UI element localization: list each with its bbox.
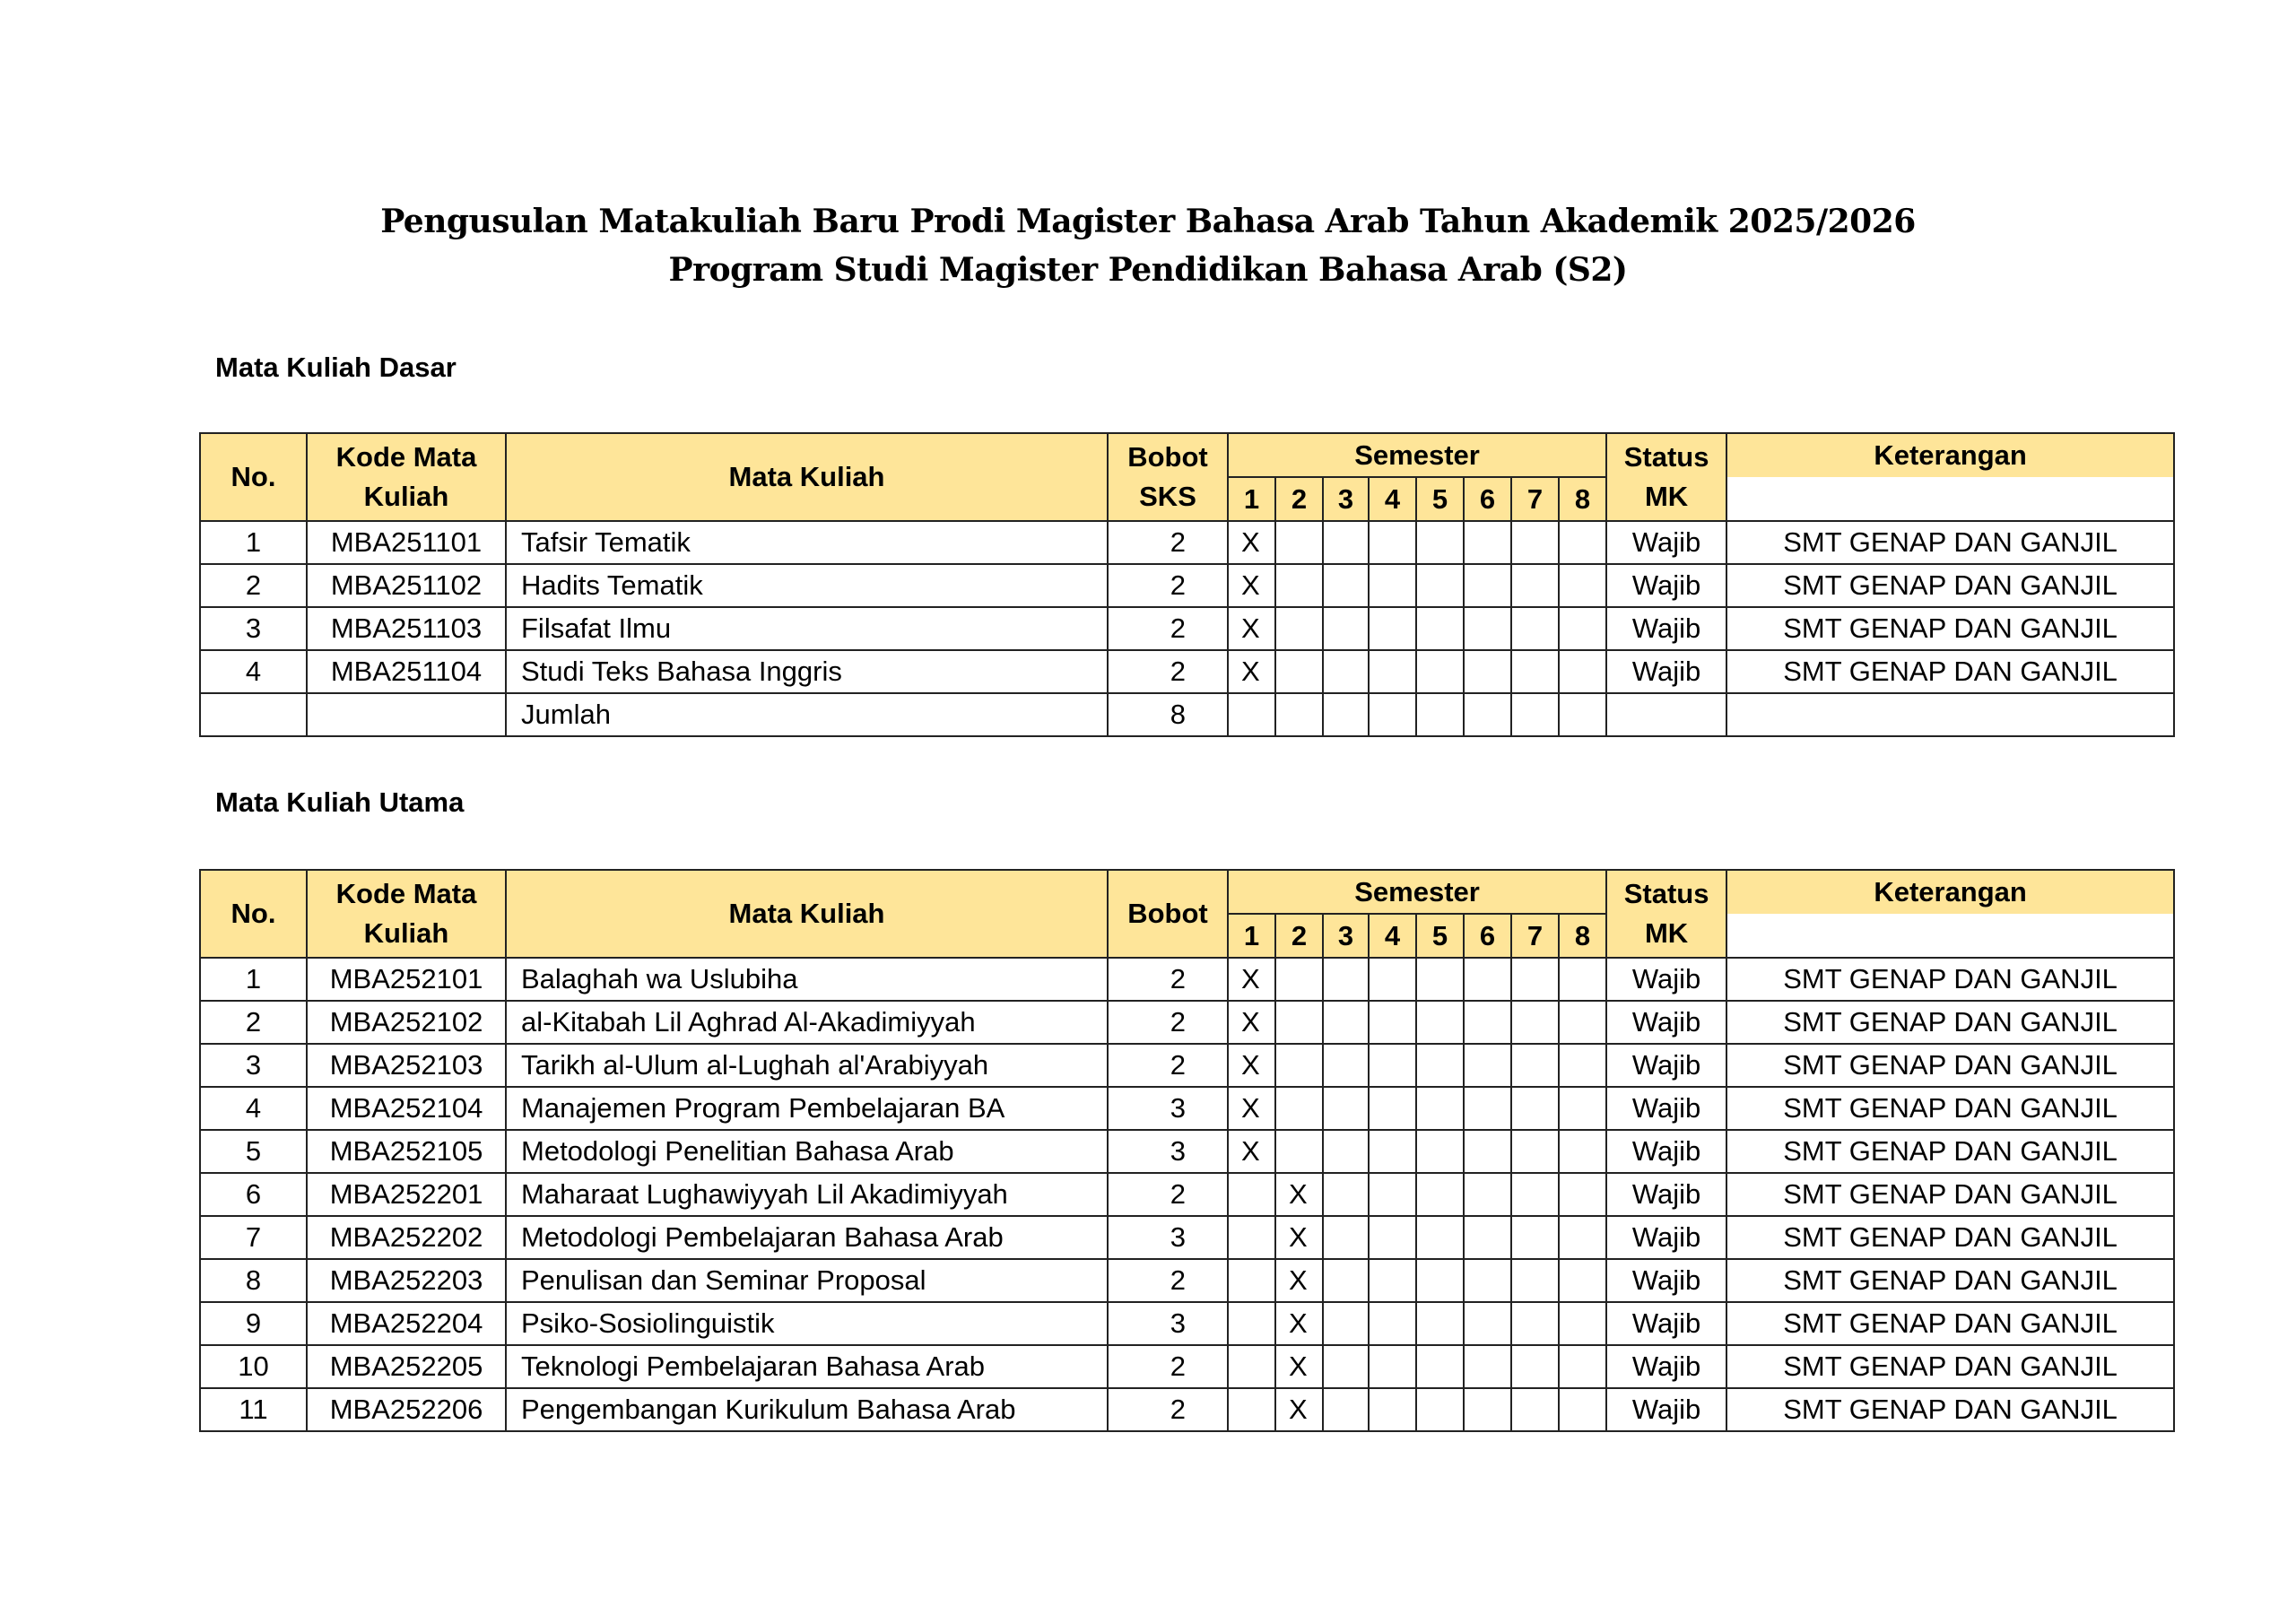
cell-semester-3 bbox=[1323, 1259, 1369, 1302]
cell-kode: MBA252204 bbox=[307, 1302, 506, 1345]
cell-mata-kuliah: Hadits Tematik bbox=[506, 564, 1108, 607]
cell-mata-kuliah: Penulisan dan Seminar Proposal bbox=[506, 1259, 1108, 1302]
header-status-line1: Status bbox=[1623, 878, 1709, 909]
table-row bbox=[200, 564, 2174, 607]
cell-bobot: 2 bbox=[1108, 564, 1228, 607]
cell-bobot: 2 bbox=[1108, 1388, 1228, 1431]
table-row bbox=[200, 1001, 2174, 1044]
cell-semester-2: X bbox=[1275, 1345, 1323, 1388]
cell-no: 4 bbox=[200, 1087, 307, 1130]
cell-semester-6 bbox=[1464, 1044, 1511, 1087]
header-semester-4: 4 bbox=[1369, 914, 1416, 958]
cell-keterangan: SMT GENAP DAN GANJIL bbox=[1726, 1044, 2174, 1087]
cell-semester-8 bbox=[1559, 521, 1606, 564]
cell-semester-empty bbox=[1511, 693, 1559, 736]
header-semester-7: 7 bbox=[1511, 914, 1559, 958]
cell-kode-empty bbox=[307, 693, 506, 736]
cell-semester-4 bbox=[1369, 564, 1416, 607]
cell-semester-8 bbox=[1559, 564, 1606, 607]
cell-status: Wajib bbox=[1606, 521, 1726, 564]
cell-semester-3 bbox=[1323, 958, 1369, 1001]
cell-keterangan: SMT GENAP DAN GANJIL bbox=[1726, 650, 2174, 693]
cell-semester-empty bbox=[1323, 693, 1369, 736]
cell-semester-5 bbox=[1416, 607, 1464, 650]
cell-mata-kuliah: Metodologi Pembelajaran Bahasa Arab bbox=[506, 1216, 1108, 1259]
cell-keterangan: SMT GENAP DAN GANJIL bbox=[1726, 521, 2174, 564]
cell-status: Wajib bbox=[1606, 1130, 1726, 1173]
cell-kode: MBA252102 bbox=[307, 1001, 506, 1044]
table-row bbox=[200, 650, 2174, 693]
cell-semester-4 bbox=[1369, 1259, 1416, 1302]
cell-semester-2 bbox=[1275, 1001, 1323, 1044]
table-row bbox=[200, 1087, 2174, 1130]
header-semester-4: 4 bbox=[1369, 477, 1416, 521]
cell-keterangan: SMT GENAP DAN GANJIL bbox=[1726, 1087, 2174, 1130]
cell-semester-2: X bbox=[1275, 1388, 1323, 1431]
cell-semester-2 bbox=[1275, 607, 1323, 650]
header-status bbox=[1606, 433, 1726, 521]
cell-mata-kuliah: Studi Teks Bahasa Inggris bbox=[506, 650, 1108, 693]
cell-kode: MBA252206 bbox=[307, 1388, 506, 1431]
header-semester-5: 5 bbox=[1416, 477, 1464, 521]
cell-no: 3 bbox=[200, 607, 307, 650]
cell-semester-8 bbox=[1559, 1345, 1606, 1388]
section-title-utama: Mata Kuliah Utama bbox=[215, 786, 465, 818]
cell-semester-3 bbox=[1323, 1044, 1369, 1087]
cell-status: Wajib bbox=[1606, 1302, 1726, 1345]
cell-semester-6 bbox=[1464, 1173, 1511, 1216]
header-semester-3: 3 bbox=[1323, 477, 1369, 521]
cell-bobot: 2 bbox=[1108, 650, 1228, 693]
cell-status: Wajib bbox=[1606, 564, 1726, 607]
cell-semester-4 bbox=[1369, 1388, 1416, 1431]
cell-semester-empty bbox=[1416, 693, 1464, 736]
cell-semester-3 bbox=[1323, 1130, 1369, 1173]
cell-kode: MBA251103 bbox=[307, 607, 506, 650]
table-row-total bbox=[200, 693, 2174, 736]
cell-kode: MBA252202 bbox=[307, 1216, 506, 1259]
cell-kode: MBA252101 bbox=[307, 958, 506, 1001]
cell-semester-7 bbox=[1511, 1173, 1559, 1216]
header-keterangan-blank bbox=[1726, 477, 2174, 521]
cell-kode: MBA251104 bbox=[307, 650, 506, 693]
header-status-line2: MK bbox=[1644, 917, 1689, 949]
cell-semester-5 bbox=[1416, 958, 1464, 1001]
cell-mata-kuliah: al-Kitabah Lil Aghrad Al-Akadimiyyah bbox=[506, 1001, 1108, 1044]
cell-semester-7 bbox=[1511, 1044, 1559, 1087]
cell-mata-kuliah: Filsafat Ilmu bbox=[506, 607, 1108, 650]
cell-keterangan: SMT GENAP DAN GANJIL bbox=[1726, 1130, 2174, 1173]
header-semester-1: 1 bbox=[1228, 477, 1275, 521]
table-row bbox=[200, 1345, 2174, 1388]
header-semester: Semester bbox=[1228, 870, 1606, 914]
cell-semester-2 bbox=[1275, 1130, 1323, 1173]
header-semester-7: 7 bbox=[1511, 477, 1559, 521]
header-semester-5: 5 bbox=[1416, 914, 1464, 958]
cell-kode: MBA252104 bbox=[307, 1087, 506, 1130]
cell-semester-1: X bbox=[1228, 650, 1275, 693]
table-row bbox=[200, 1173, 2174, 1216]
cell-kode: MBA252103 bbox=[307, 1044, 506, 1087]
cell-keterangan: SMT GENAP DAN GANJIL bbox=[1726, 1302, 2174, 1345]
cell-semester-8 bbox=[1559, 1130, 1606, 1173]
header-keterangan: Keterangan bbox=[1726, 433, 2174, 477]
cell-no: 7 bbox=[200, 1216, 307, 1259]
cell-semester-8 bbox=[1559, 1302, 1606, 1345]
header-bobot: Bobot bbox=[1108, 870, 1228, 958]
cell-semester-5 bbox=[1416, 1130, 1464, 1173]
cell-keterangan: SMT GENAP DAN GANJIL bbox=[1726, 958, 2174, 1001]
cell-semester-1 bbox=[1228, 1302, 1275, 1345]
cell-semester-1 bbox=[1228, 1259, 1275, 1302]
cell-mata-kuliah: Pengembangan Kurikulum Bahasa Arab bbox=[506, 1388, 1108, 1431]
header-status-line2: MK bbox=[1644, 481, 1689, 512]
table-body-dasar bbox=[200, 521, 2174, 736]
cell-semester-2: X bbox=[1275, 1259, 1323, 1302]
header-no: No. bbox=[200, 433, 307, 521]
cell-no: 11 bbox=[200, 1388, 307, 1431]
cell-semester-3 bbox=[1323, 1345, 1369, 1388]
cell-semester-6 bbox=[1464, 564, 1511, 607]
header-no: No. bbox=[200, 870, 307, 958]
cell-semester-5 bbox=[1416, 1001, 1464, 1044]
cell-semester-6 bbox=[1464, 1087, 1511, 1130]
cell-semester-1 bbox=[1228, 1345, 1275, 1388]
header-mata-kuliah: Mata Kuliah bbox=[506, 870, 1108, 958]
cell-semester-5 bbox=[1416, 521, 1464, 564]
cell-semester-7 bbox=[1511, 1087, 1559, 1130]
cell-mata-kuliah: Balaghah wa Uslubiha bbox=[506, 958, 1108, 1001]
cell-semester-7 bbox=[1511, 650, 1559, 693]
table-mata-kuliah-dasar bbox=[199, 432, 2175, 737]
cell-status: Wajib bbox=[1606, 607, 1726, 650]
cell-status: Wajib bbox=[1606, 650, 1726, 693]
cell-semester-4 bbox=[1369, 607, 1416, 650]
cell-semester-2 bbox=[1275, 1087, 1323, 1130]
cell-keterangan: SMT GENAP DAN GANJIL bbox=[1726, 1216, 2174, 1259]
cell-semester-8 bbox=[1559, 1087, 1606, 1130]
cell-semester-2 bbox=[1275, 1044, 1323, 1087]
cell-no: 10 bbox=[200, 1345, 307, 1388]
cell-kode: MBA252201 bbox=[307, 1173, 506, 1216]
table-row bbox=[200, 1130, 2174, 1173]
header-semester-8: 8 bbox=[1559, 914, 1606, 958]
header-bobot bbox=[1108, 433, 1228, 521]
cell-bobot: 2 bbox=[1108, 958, 1228, 1001]
cell-semester-4 bbox=[1369, 650, 1416, 693]
cell-semester-8 bbox=[1559, 1001, 1606, 1044]
cell-bobot: 2 bbox=[1108, 607, 1228, 650]
cell-semester-3 bbox=[1323, 1173, 1369, 1216]
table-row bbox=[200, 958, 2174, 1001]
cell-semester-3 bbox=[1323, 564, 1369, 607]
cell-semester-3 bbox=[1323, 1302, 1369, 1345]
header-keterangan-blank bbox=[1726, 914, 2174, 958]
cell-no: 5 bbox=[200, 1130, 307, 1173]
cell-mata-kuliah: Teknologi Pembelajaran Bahasa Arab bbox=[506, 1345, 1108, 1388]
cell-semester-6 bbox=[1464, 607, 1511, 650]
table-row bbox=[200, 1216, 2174, 1259]
table-row bbox=[200, 1388, 2174, 1431]
cell-semester-7 bbox=[1511, 1259, 1559, 1302]
cell-keterangan: SMT GENAP DAN GANJIL bbox=[1726, 607, 2174, 650]
cell-semester-4 bbox=[1369, 1345, 1416, 1388]
header-semester-1: 1 bbox=[1228, 914, 1275, 958]
cell-semester-4 bbox=[1369, 521, 1416, 564]
header-semester: Semester bbox=[1228, 433, 1606, 477]
header-kode-line2: Kuliah bbox=[363, 917, 449, 949]
cell-bobot: 2 bbox=[1108, 1259, 1228, 1302]
cell-semester-empty bbox=[1369, 693, 1416, 736]
cell-semester-6 bbox=[1464, 650, 1511, 693]
cell-semester-6 bbox=[1464, 1388, 1511, 1431]
section-title-dasar: Mata Kuliah Dasar bbox=[215, 352, 457, 383]
cell-semester-6 bbox=[1464, 521, 1511, 564]
cell-keterangan: SMT GENAP DAN GANJIL bbox=[1726, 564, 2174, 607]
header-kode-line1: Kode Mata bbox=[335, 878, 477, 909]
cell-semester-empty bbox=[1228, 693, 1275, 736]
cell-semester-8 bbox=[1559, 1044, 1606, 1087]
cell-semester-7 bbox=[1511, 1130, 1559, 1173]
cell-status: Wajib bbox=[1606, 1044, 1726, 1087]
cell-semester-2 bbox=[1275, 650, 1323, 693]
cell-semester-8 bbox=[1559, 650, 1606, 693]
cell-semester-6 bbox=[1464, 1001, 1511, 1044]
cell-semester-1: X bbox=[1228, 1130, 1275, 1173]
cell-no: 2 bbox=[200, 1001, 307, 1044]
cell-semester-2: X bbox=[1275, 1302, 1323, 1345]
cell-semester-2 bbox=[1275, 564, 1323, 607]
cell-semester-4 bbox=[1369, 1087, 1416, 1130]
cell-semester-7 bbox=[1511, 1388, 1559, 1431]
cell-no: 6 bbox=[200, 1173, 307, 1216]
cell-kode: MBA252203 bbox=[307, 1259, 506, 1302]
cell-semester-empty bbox=[1464, 693, 1511, 736]
cell-no: 8 bbox=[200, 1259, 307, 1302]
header-semester-3: 3 bbox=[1323, 914, 1369, 958]
cell-keterangan: SMT GENAP DAN GANJIL bbox=[1726, 1001, 2174, 1044]
cell-bobot: 2 bbox=[1108, 1044, 1228, 1087]
cell-semester-5 bbox=[1416, 1173, 1464, 1216]
total-value: 8 bbox=[1108, 693, 1228, 736]
header-kode-line2: Kuliah bbox=[363, 481, 449, 512]
header-status bbox=[1606, 870, 1726, 958]
cell-bobot: 2 bbox=[1108, 521, 1228, 564]
cell-keterangan: SMT GENAP DAN GANJIL bbox=[1726, 1259, 2174, 1302]
table-mata-kuliah-utama bbox=[199, 869, 2175, 1432]
cell-bobot: 3 bbox=[1108, 1130, 1228, 1173]
cell-semester-7 bbox=[1511, 564, 1559, 607]
cell-semester-1: X bbox=[1228, 1087, 1275, 1130]
cell-semester-empty bbox=[1559, 693, 1606, 736]
cell-semester-7 bbox=[1511, 1216, 1559, 1259]
table-row bbox=[200, 1044, 2174, 1087]
cell-bobot: 3 bbox=[1108, 1302, 1228, 1345]
cell-kode: MBA252205 bbox=[307, 1345, 506, 1388]
cell-semester-8 bbox=[1559, 1388, 1606, 1431]
cell-status: Wajib bbox=[1606, 1087, 1726, 1130]
cell-semester-4 bbox=[1369, 1130, 1416, 1173]
header-semester-2: 2 bbox=[1275, 477, 1323, 521]
cell-semester-3 bbox=[1323, 1216, 1369, 1259]
cell-semester-2: X bbox=[1275, 1216, 1323, 1259]
cell-kode: MBA251102 bbox=[307, 564, 506, 607]
cell-keterangan-empty bbox=[1726, 693, 2174, 736]
cell-status: Wajib bbox=[1606, 1388, 1726, 1431]
cell-semester-5 bbox=[1416, 1388, 1464, 1431]
cell-semester-8 bbox=[1559, 1216, 1606, 1259]
cell-status: Wajib bbox=[1606, 958, 1726, 1001]
header-keterangan: Keterangan bbox=[1726, 870, 2174, 914]
cell-semester-5 bbox=[1416, 1345, 1464, 1388]
cell-semester-1: X bbox=[1228, 1001, 1275, 1044]
cell-bobot: 3 bbox=[1108, 1216, 1228, 1259]
header-semester-8: 8 bbox=[1559, 477, 1606, 521]
header-semester-2: 2 bbox=[1275, 914, 1323, 958]
cell-semester-5 bbox=[1416, 1216, 1464, 1259]
header-semester-6: 6 bbox=[1464, 914, 1511, 958]
cell-no: 1 bbox=[200, 958, 307, 1001]
table-row bbox=[200, 1259, 2174, 1302]
cell-keterangan: SMT GENAP DAN GANJIL bbox=[1726, 1345, 2174, 1388]
cell-kode: MBA252105 bbox=[307, 1130, 506, 1173]
cell-semester-6 bbox=[1464, 1302, 1511, 1345]
cell-semester-4 bbox=[1369, 1173, 1416, 1216]
cell-semester-4 bbox=[1369, 958, 1416, 1001]
cell-semester-2 bbox=[1275, 958, 1323, 1001]
cell-mata-kuliah: Tafsir Tematik bbox=[506, 521, 1108, 564]
cell-keterangan: SMT GENAP DAN GANJIL bbox=[1726, 1388, 2174, 1431]
cell-semester-7 bbox=[1511, 1302, 1559, 1345]
cell-status: Wajib bbox=[1606, 1345, 1726, 1388]
cell-semester-2: X bbox=[1275, 1173, 1323, 1216]
cell-semester-1: X bbox=[1228, 1044, 1275, 1087]
cell-semester-6 bbox=[1464, 1216, 1511, 1259]
cell-semester-8 bbox=[1559, 1173, 1606, 1216]
cell-status: Wajib bbox=[1606, 1173, 1726, 1216]
cell-semester-empty bbox=[1275, 693, 1323, 736]
header-kode-line1: Kode Mata bbox=[335, 441, 477, 473]
table-row bbox=[200, 521, 2174, 564]
cell-semester-2 bbox=[1275, 521, 1323, 564]
cell-semester-3 bbox=[1323, 650, 1369, 693]
document-subtitle: Program Studi Magister Pendidikan Bahasa Arab (S2) bbox=[668, 251, 1628, 289]
cell-no-empty bbox=[200, 693, 307, 736]
cell-semester-8 bbox=[1559, 607, 1606, 650]
cell-semester-5 bbox=[1416, 1259, 1464, 1302]
cell-status: Wajib bbox=[1606, 1216, 1726, 1259]
cell-semester-1 bbox=[1228, 1173, 1275, 1216]
header-kode bbox=[307, 870, 506, 958]
cell-semester-3 bbox=[1323, 1087, 1369, 1130]
cell-semester-6 bbox=[1464, 1259, 1511, 1302]
cell-semester-8 bbox=[1559, 958, 1606, 1001]
total-label: Jumlah bbox=[506, 693, 1108, 736]
cell-mata-kuliah: Psiko-Sosiolinguistik bbox=[506, 1302, 1108, 1345]
cell-status-empty bbox=[1606, 693, 1726, 736]
cell-keterangan: SMT GENAP DAN GANJIL bbox=[1726, 1173, 2174, 1216]
table-body-utama bbox=[200, 958, 2174, 1431]
cell-semester-6 bbox=[1464, 1130, 1511, 1173]
cell-semester-7 bbox=[1511, 521, 1559, 564]
cell-semester-7 bbox=[1511, 958, 1559, 1001]
header-bobot-line2: SKS bbox=[1139, 481, 1196, 512]
header-kode bbox=[307, 433, 506, 521]
cell-mata-kuliah: Metodologi Penelitian Bahasa Arab bbox=[506, 1130, 1108, 1173]
cell-bobot: 2 bbox=[1108, 1001, 1228, 1044]
cell-semester-4 bbox=[1369, 1216, 1416, 1259]
header-semester-6: 6 bbox=[1464, 477, 1511, 521]
cell-no: 2 bbox=[200, 564, 307, 607]
cell-semester-3 bbox=[1323, 607, 1369, 650]
cell-semester-1: X bbox=[1228, 607, 1275, 650]
cell-mata-kuliah: Maharaat Lughawiyyah Lil Akadimiyyah bbox=[506, 1173, 1108, 1216]
cell-bobot: 2 bbox=[1108, 1345, 1228, 1388]
cell-semester-5 bbox=[1416, 1044, 1464, 1087]
cell-no: 1 bbox=[200, 521, 307, 564]
cell-no: 9 bbox=[200, 1302, 307, 1345]
header-status-line1: Status bbox=[1623, 441, 1709, 473]
cell-no: 4 bbox=[200, 650, 307, 693]
cell-semester-5 bbox=[1416, 1087, 1464, 1130]
cell-kode: MBA251101 bbox=[307, 521, 506, 564]
cell-semester-6 bbox=[1464, 958, 1511, 1001]
cell-semester-8 bbox=[1559, 1259, 1606, 1302]
table-row bbox=[200, 1302, 2174, 1345]
cell-semester-3 bbox=[1323, 1001, 1369, 1044]
cell-semester-7 bbox=[1511, 1345, 1559, 1388]
cell-semester-6 bbox=[1464, 1345, 1511, 1388]
cell-semester-4 bbox=[1369, 1044, 1416, 1087]
cell-semester-5 bbox=[1416, 1302, 1464, 1345]
cell-semester-3 bbox=[1323, 521, 1369, 564]
cell-bobot: 2 bbox=[1108, 1173, 1228, 1216]
cell-semester-1 bbox=[1228, 1388, 1275, 1431]
table-row bbox=[200, 607, 2174, 650]
cell-bobot: 3 bbox=[1108, 1087, 1228, 1130]
cell-semester-4 bbox=[1369, 1302, 1416, 1345]
cell-semester-5 bbox=[1416, 650, 1464, 693]
cell-no: 3 bbox=[200, 1044, 307, 1087]
header-mata-kuliah: Mata Kuliah bbox=[506, 433, 1108, 521]
cell-semester-5 bbox=[1416, 564, 1464, 607]
document-title: Pengusulan Matakuliah Baru Prodi Magister Bahasa Arab Tahun Akademik 2025/2026 bbox=[380, 203, 1916, 240]
cell-semester-1: X bbox=[1228, 521, 1275, 564]
cell-semester-7 bbox=[1511, 607, 1559, 650]
cell-mata-kuliah: Tarikh al-Ulum al-Lughah al'Arabiyyah bbox=[506, 1044, 1108, 1087]
cell-status: Wajib bbox=[1606, 1001, 1726, 1044]
cell-semester-4 bbox=[1369, 1001, 1416, 1044]
cell-semester-7 bbox=[1511, 1001, 1559, 1044]
cell-semester-3 bbox=[1323, 1388, 1369, 1431]
cell-semester-1: X bbox=[1228, 958, 1275, 1001]
cell-semester-1 bbox=[1228, 1216, 1275, 1259]
cell-mata-kuliah: Manajemen Program Pembelajaran BA bbox=[506, 1087, 1108, 1130]
cell-status: Wajib bbox=[1606, 1259, 1726, 1302]
header-bobot-line1: Bobot bbox=[1127, 441, 1208, 473]
cell-semester-1: X bbox=[1228, 564, 1275, 607]
